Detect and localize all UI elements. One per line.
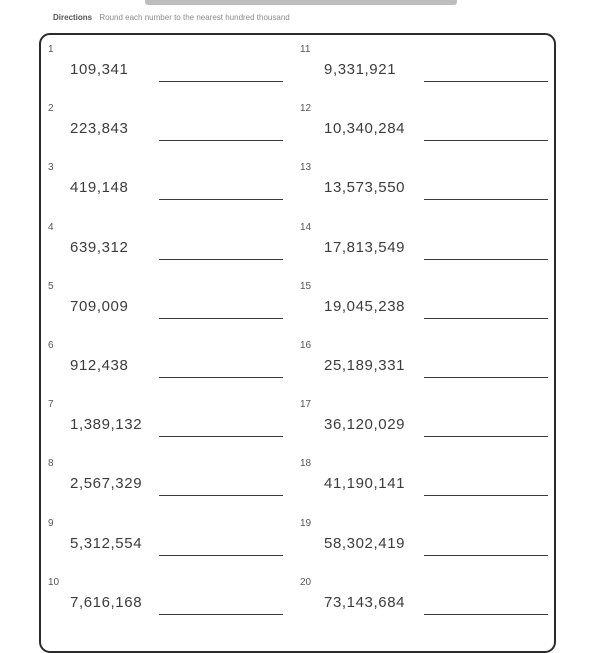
directions-line [53, 13, 290, 22]
answer-blank[interactable] [159, 140, 283, 141]
answer-blank[interactable] [159, 318, 283, 319]
problem-value: 419,148 [70, 179, 129, 197]
directions-label: Directions [53, 13, 93, 22]
problem-value: 912,438 [70, 357, 129, 374]
problem-value: 7,616,168 [70, 593, 143, 611]
problem-item [48, 44, 306, 102]
problem-number: 13 [300, 162, 312, 174]
problem-item [300, 103, 558, 161]
answer-blank[interactable] [159, 377, 283, 378]
problem-value: 19,045,238 [324, 297, 406, 315]
problem-item [300, 281, 558, 339]
problem-item [48, 222, 306, 280]
problem-item [48, 103, 306, 161]
problem-number: 7 [48, 399, 54, 411]
problem-value: 9,331,921 [324, 61, 397, 78]
problem-value: 5,312,554 [70, 534, 143, 552]
problem-number: 6 [48, 340, 54, 351]
problem-value: 13,573,550 [324, 179, 406, 197]
problem-item [300, 222, 558, 280]
problem-item [300, 577, 558, 635]
problem-value: 17,813,549 [324, 238, 406, 256]
worksheet-title-banner [145, 0, 457, 5]
problem-number: 15 [300, 280, 312, 292]
problem-value: 709,009 [70, 297, 129, 315]
problem-number: 19 [300, 517, 312, 529]
problem-value: 223,843 [70, 120, 129, 138]
answer-blank[interactable] [424, 614, 548, 615]
problem-number: 10 [48, 576, 60, 588]
problem-item [300, 340, 558, 398]
problem-item [48, 399, 306, 457]
answer-blank[interactable] [159, 436, 283, 437]
problem-number: 9 [48, 517, 54, 529]
problem-number: 4 [48, 221, 54, 233]
problem-number: 17 [300, 399, 312, 411]
problem-value: 36,120,029 [324, 416, 406, 434]
problem-value: 639,312 [70, 238, 129, 256]
problem-item [48, 281, 306, 339]
problem-value: 58,302,419 [324, 534, 406, 552]
answer-blank[interactable] [159, 259, 283, 260]
answer-blank[interactable] [424, 495, 548, 496]
problem-number: 16 [300, 340, 312, 351]
problem-item [48, 340, 306, 398]
problem-value: 2,567,329 [70, 475, 143, 493]
problem-item [300, 399, 558, 457]
answer-blank[interactable] [424, 436, 548, 437]
problem-number: 1 [48, 44, 54, 55]
answer-blank[interactable] [159, 199, 283, 200]
answer-blank[interactable] [424, 259, 548, 260]
problem-number: 14 [300, 221, 312, 233]
problem-value: 1,389,132 [70, 416, 143, 434]
problem-item [48, 518, 306, 576]
problem-item [48, 162, 306, 220]
problem-value: 73,143,684 [324, 593, 406, 611]
problem-number: 8 [48, 458, 54, 470]
answer-blank[interactable] [159, 555, 283, 556]
problem-number: 18 [300, 458, 312, 470]
problem-number: 2 [48, 103, 54, 115]
problem-number: 5 [48, 280, 54, 292]
answer-blank[interactable] [424, 140, 548, 141]
problem-item [48, 458, 306, 516]
problem-number: 3 [48, 162, 54, 174]
problem-value: 41,190,141 [324, 475, 406, 493]
problem-item [300, 458, 558, 516]
answer-blank[interactable] [424, 199, 548, 200]
answer-blank[interactable] [424, 555, 548, 556]
answer-blank[interactable] [424, 318, 548, 319]
answer-blank[interactable] [159, 81, 283, 82]
problem-item [300, 518, 558, 576]
directions-text: Round each number to the nearest hundred thousand [99, 13, 290, 22]
answer-blank[interactable] [424, 377, 548, 378]
problem-value: 25,189,331 [324, 357, 406, 374]
problem-item [48, 577, 306, 635]
answer-blank[interactable] [424, 81, 548, 82]
problem-number: 11 [300, 44, 311, 55]
problem-value: 109,341 [70, 61, 129, 78]
problem-item [300, 44, 558, 102]
answer-blank[interactable] [159, 614, 283, 615]
problem-number: 20 [300, 576, 312, 588]
problem-number: 12 [300, 103, 312, 115]
problem-item [300, 162, 558, 220]
problem-value: 10,340,284 [324, 120, 406, 138]
answer-blank[interactable] [159, 495, 283, 496]
